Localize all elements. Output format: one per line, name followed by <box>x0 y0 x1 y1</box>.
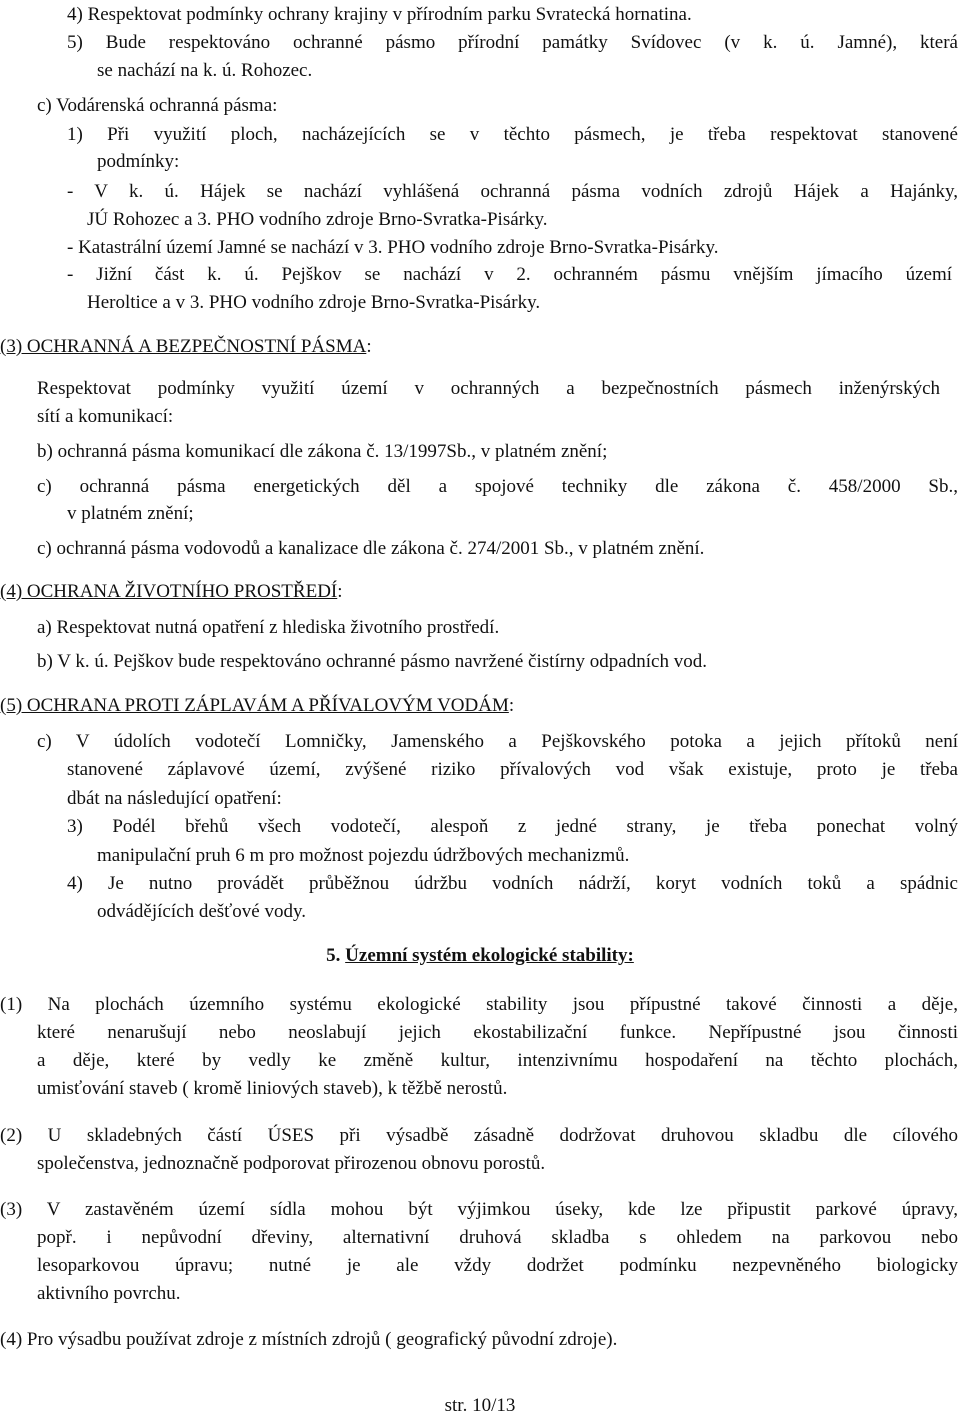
text-line: - Katastrální území Jamné se nachází v 3. PHO vodního zdroje Brno-Svratka-Pisárky. <box>67 237 719 258</box>
text-line: 4) Respektovat podmínky ochrany krajiny v přírodním parku Svratecká hornatina. <box>67 4 692 25</box>
text-line: 4) Je nutno provádět průběžnou údržbu vodních nádrží, koryt vodních toků a spádnic <box>67 873 958 894</box>
text-line: Respektovat podmínky využití území v ochranných a bezpečnostních pásmech inženýrských <box>37 378 940 399</box>
text-line: c) ochranná pásma vodovodů a kanalizace dle zákona č. 274/2001 Sb., v platném znění. <box>37 538 705 559</box>
text-line: dbát na následující opatření: <box>67 788 282 809</box>
text-line: které nenarušují nebo neoslabují jejich ekostabilizační funkce. Nepřípustné jsou činnosti <box>37 1022 958 1043</box>
text-line: JÚ Rohozec a 3. PHO vodního zdroje Brno-Svratka-Pisárky. <box>87 209 548 230</box>
text-line: odvádějících dešťové vody. <box>97 901 306 922</box>
text-line: 1) Při využití ploch, nacházejících se v těchto pásmech, je třeba respektovat stanovené <box>67 124 958 145</box>
text-line: podmínky: <box>97 151 180 172</box>
section-heading: (3) OCHRANNÁ A BEZPEČNOSTNÍ PÁSMA: <box>0 336 372 357</box>
text-line: a) Respektovat nutná opatření z hlediska životního prostředí. <box>37 617 500 638</box>
text-line: b) ochranná pásma komunikací dle zákona č. 13/1997Sb., v platném znění; <box>37 441 608 462</box>
text-line: umisťování staveb ( kromě liniových staveb), k těžbě nerostů. <box>37 1078 508 1099</box>
text-line: (1) Na plochách územního systému ekologické stability jsou přípustné takové činnosti a děje, <box>0 994 958 1015</box>
text-line: (3) V zastavěném území sídla mohou být výjimkou úseky, kde lze připustit parkové úpravy, <box>0 1199 958 1220</box>
text-line: sítí a komunikací: <box>37 406 174 427</box>
text-line: c) ochranná pásma energetických děl a spojové techniky dle zákona č. 458/2000 Sb., <box>37 476 958 497</box>
text-line: (4) Pro výsadbu používat zdroje z místních zdrojů ( geografický původní zdroje). <box>0 1329 618 1350</box>
text-line: 3) Podél břehů všech vodotečí, alespoň z jedné strany, je třeba ponechat volný <box>67 816 958 837</box>
text-line: popř. i nepůvodní dřeviny, alternativní druhová skladba s ohledem na parkovou nebo <box>37 1227 958 1248</box>
text-line: (2) U skladebných částí ÚSES při výsadbě zásadně dodržovat druhovou skladbu dle cílového <box>0 1125 958 1146</box>
text-line: aktivního povrchu. <box>37 1283 181 1304</box>
page-number: str. 10/13 <box>444 1395 516 1416</box>
text-line: v platném znění; <box>67 503 194 524</box>
text-line: společenstva, jednoznačně podporovat přirozenou obnovu porostů. <box>37 1153 546 1174</box>
text-line: b) V k. ú. Pejškov bude respektováno ochranné pásmo navržené čistírny odpadních vod. <box>37 651 707 672</box>
text-line: - V k. ú. Hájek se nachází vyhlášená ochranná pásma vodních zdrojů Hájek a Hajánky, <box>67 181 958 202</box>
text-line: c) V údolích vodotečí Lomničky, Jamenského a Pejškovského potoka a jejich přítoků není <box>37 731 958 752</box>
text-line: stanovené záplavové území, zvýšené riziko přívalových vod však existuje, proto je třeba <box>67 759 958 780</box>
text-line: c) Vodárenská ochranná pásma: <box>37 95 278 116</box>
text-line: lesoparkovou úpravu; nutné je ale vždy dodržet podmínku nezpevněného biologicky <box>37 1255 958 1276</box>
text-line: Heroltice a v 3. PHO vodního zdroje Brno-Svratka-Pisárky. <box>87 292 541 313</box>
section-heading: (4) OCHRANA ŽIVOTNÍHO PROSTŘEDÍ: <box>0 581 343 602</box>
text-line: - Jižní část k. ú. Pejškov se nachází v 2. ochranném pásmu vnějším jímacího území <box>67 264 952 285</box>
section-heading: (5) OCHRANA PROTI ZÁPLAVÁM A PŘÍVALOVÝM VODÁM: <box>0 695 515 716</box>
text-line: se nachází na k. ú. Rohozec. <box>97 60 313 81</box>
text-line: 5) Bude respektováno ochranné pásmo přírodní památky Svídovec (v k. ú. Jamné), která <box>67 32 958 53</box>
text-line: a děje, které by vedly ke změně kultur, intenzivnímu hospodaření na těchto plochách, <box>37 1050 958 1071</box>
chapter-title: 5. Územní systém ekologické stability: <box>326 945 634 966</box>
text-line: manipulační pruh 6 m pro možnost pojezdu údržbových mechanizmů. <box>97 845 630 866</box>
